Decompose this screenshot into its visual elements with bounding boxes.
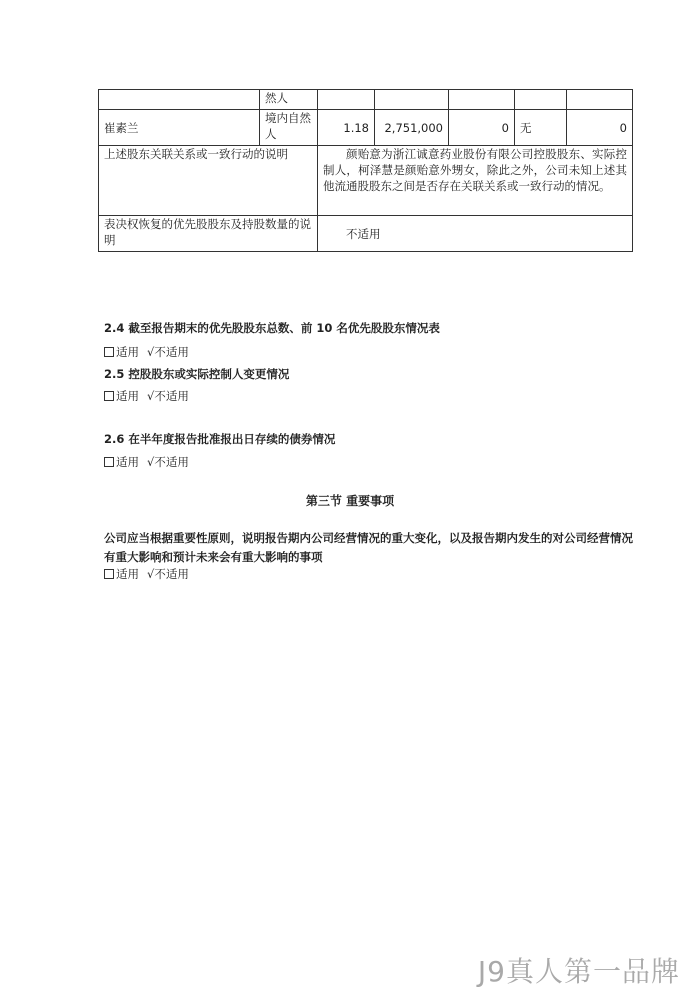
section-3-paragraph: 公司应当根据重要性原则，说明报告期内公司经营情况的重大变化，以及报告期内发生的对公司经营情况有重大影响和预计未来会有重大影响的事项: [104, 531, 633, 564]
applicable-label: 适用: [116, 455, 139, 469]
table-row: [99, 216, 633, 252]
holder-type-cell: 然人: [260, 90, 318, 110]
not-applicable-label: √不适用: [147, 389, 189, 403]
applicable-label: 适用: [116, 567, 139, 581]
holder-name-cell: 崔素兰: [99, 110, 260, 146]
table-row: [99, 146, 633, 216]
pledge-status-cell: 无: [515, 110, 567, 146]
voting-label-cell: 表决权恢复的优先股股东及持股数量的说明: [99, 216, 318, 252]
applicable-label: 适用: [116, 389, 139, 403]
table-row: [99, 90, 633, 110]
not-applicable-label: √不适用: [147, 567, 189, 581]
checkbox-icon: [104, 457, 114, 467]
table-row: [99, 110, 633, 146]
restricted-shares-cell: 0: [449, 110, 515, 146]
section-2-6-title: 2.6 在半年度报告批准报出日存续的债券情况: [104, 432, 336, 446]
section-2-4-title: 2.4 截至报告期末的优先股股东总数、前 10 名优先股股东情况表: [104, 321, 440, 335]
related-text-cell: 颜贻意为浙江诚意药业股份有限公司控股股东、实际控制人，柯泽慧是颜贻意外甥女，除此之外，公司未知上述其他流通股股东之间是否存在关联关系或一致行动的情况。: [318, 146, 633, 216]
shares-count-cell: 2,751,000: [375, 110, 449, 146]
related-label-cell: 上述股东关联关系或一致行动的说明: [99, 146, 318, 216]
section-2-5-options: [104, 388, 189, 404]
checkbox-icon: [104, 569, 114, 579]
not-applicable-label: √不适用: [147, 455, 189, 469]
checkbox-icon: [104, 347, 114, 357]
not-applicable-label: √不适用: [147, 345, 189, 359]
holder-type-cell: 境内自然人: [260, 110, 318, 146]
section-3-options: [104, 566, 189, 582]
shareholder-table: [98, 89, 633, 252]
section-3-heading: 第三节 重要事项: [305, 494, 395, 508]
watermark-text: J9真人第一品牌: [477, 955, 680, 988]
section-2-5-title: 2.5 控股股东或实际控制人变更情况: [104, 367, 290, 381]
section-2-4-options: [104, 344, 189, 360]
holding-pct-cell: 1.18: [318, 110, 375, 146]
section-2-6-options: [104, 454, 189, 470]
checkbox-icon: [104, 391, 114, 401]
voting-text-cell: 不适用: [318, 216, 633, 252]
applicable-label: 适用: [116, 345, 139, 359]
pledge-count-cell: 0: [567, 110, 633, 146]
